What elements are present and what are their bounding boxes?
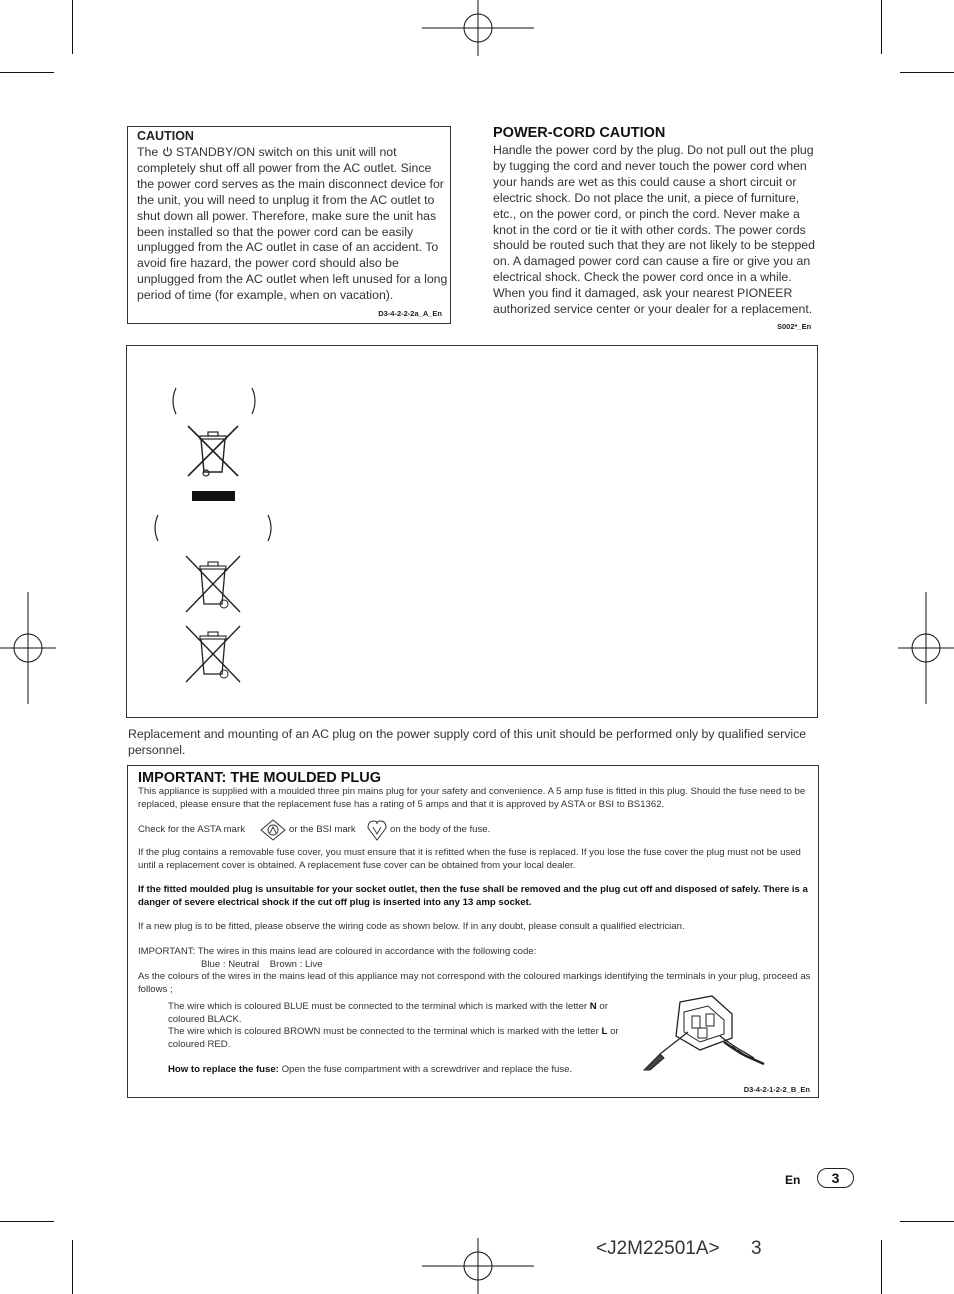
document-id: <J2M22501A>: [596, 1238, 720, 1259]
brown-wire-alt: or coloured RED.: [168, 1026, 619, 1050]
caution-title: CAUTION: [137, 129, 194, 143]
plug-para-4: If a new plug is to be fitted, please observe the wiring code as shown below. If in any doubt, please consult a qualified electrician.: [138, 921, 685, 932]
bsi-mark-text: or the BSI mark: [289, 824, 356, 835]
crossed-bin-icon-1: [185, 422, 241, 504]
registration-mark-left: [0, 592, 56, 704]
fuse-replace-label: How to replace the fuse:: [168, 1064, 279, 1075]
crossed-bin-icon-2: [183, 554, 243, 614]
fuse-replace-instruction: [168, 1064, 638, 1077]
plug-code: D3-4-2-1-2-2_B_En: [743, 1085, 810, 1094]
plug-title: IMPORTANT: THE MOULDED PLUG: [138, 770, 381, 786]
blue-wire-text: The wire which is coloured BLUE must be connected to the terminal which is marked with the letter: [168, 1001, 588, 1012]
plug-para-5: IMPORTANT: The wires in this mains lead are coloured in accordance with the following code:: [138, 946, 537, 957]
language-label: En: [785, 1173, 801, 1187]
fuse-body-text: on the body of the fuse.: [390, 824, 491, 835]
plug-warning-bold: If the fitted moulded plug is unsuitable for your socket outlet, then the fuse shall be removed and the plug cut off and disposed of safely. There is a danger of severe electrical shock if the cut off plug is inserted into any 13 amp socket.: [138, 884, 808, 908]
crossed-bin-icon-3: [183, 624, 243, 684]
power-standby-icon: [162, 146, 173, 157]
asta-mark-icon: [260, 819, 286, 841]
power-cord-code: S002*_En: [777, 322, 812, 331]
blue-wire-letter: N: [589, 1001, 597, 1012]
asta-check-text: Check for the ASTA mark: [138, 824, 245, 835]
crop-mark-bottom-right-h: [900, 1221, 954, 1222]
registration-mark-bottom: [422, 1238, 534, 1294]
page-number-badge: 3: [817, 1168, 854, 1188]
moulded-plug-box: [127, 765, 819, 1098]
registration-mark-top: [422, 0, 534, 56]
brown-wire-letter: L: [601, 1026, 608, 1037]
caution-code: D3-4-2-2-2a_A_En: [378, 309, 442, 318]
brown-wire-text: The wire which is coloured BROWN must be connected to the terminal which is marked with the letter: [168, 1026, 599, 1037]
crop-mark-bottom-left-v: [72, 1240, 73, 1294]
weee-box: [126, 345, 818, 718]
plug-para-2: If the plug contains a removable fuse cover, you must ensure that it is refitted when the fuse is replaced. If you lose the fuse cover the plug must not be used until a replacement cover is obtained. A replacement fuse cover can be obtained from your local dealer.: [138, 847, 801, 871]
crop-mark-top-left-h: [0, 72, 54, 73]
plug-para-6: As the colours of the wires in the mains lead of this appliance may not correspond with the coloured markings identifying the terminals in your plug, proceed as follows ;: [138, 971, 811, 995]
caution-text: [137, 145, 449, 304]
crop-mark-top-left-v: [72, 0, 73, 54]
paren-group-1: [169, 386, 259, 416]
power-cord-text: Handle the power cord by the plug. Do not pull out the plug by tugging the cord and never touch the power cord when your hands are wet as this could cause a short circuit or electric shock. Do not place the unit, a piece of furniture, etc., on the power cord, or pinch the cord. Never make a knot in the cord or tie it with other cords. The power cords should be routed such that they are not likely to be stepped on. A damaged power cord can cause a fire or give you an electrical shock. Check the power cord once in a while. When you find it damaged, ask your nearest PIONEER authorized service center or your dealer for a replacement.: [493, 143, 815, 317]
crop-mark-bottom-left-h: [0, 1221, 54, 1222]
blue-wire-instruction: [168, 1001, 638, 1026]
crop-mark-top-right-h: [900, 72, 954, 73]
crop-mark-top-right-v: [881, 0, 882, 54]
caution-text-lead: The: [137, 145, 159, 159]
registration-mark-right: [898, 592, 954, 704]
brown-wire-instruction: [168, 1026, 638, 1051]
plug-fuse-illustration: [640, 992, 772, 1074]
blue-wire-alt: or coloured BLACK.: [168, 1001, 608, 1025]
document-page: 3: [751, 1238, 762, 1259]
replacement-note: Replacement and mounting of an AC plug on the power supply cord of this unit should be performed only by qualified service personnel.: [128, 727, 807, 757]
plug-para-1: This appliance is supplied with a moulded three pin mains plug for your safety and convenience. A 5 amp fuse is fitted in this plug. Should the fuse need to be replaced, please ensure that the replacement fuse has a rating of 5 amps and that it is approved by ASTA or BSI to BS1362.: [138, 786, 806, 810]
caution-box: [127, 126, 451, 324]
wire-code-line: Blue : Neutral Brown : Live: [201, 959, 323, 970]
fuse-replace-text: Open the fuse compartment with a screwdriver and replace the fuse.: [281, 1064, 573, 1075]
power-cord-title: POWER-CORD CAUTION: [493, 125, 666, 141]
paren-group-2: [151, 513, 275, 543]
crop-mark-bottom-right-v: [881, 1240, 882, 1294]
caution-text-body: STANDBY/ON switch on this unit will not completely shut off all power from the AC outlet. Since the power cord serves as the main disconnect device for the unit, you will need to unplug it from the AC outlet to shut down all power. Therefore, make sure the unit has been installed so that the power cord can be easily unplugged from the AC outlet in case of an accident. To avoid fire hazard, the power cord should also be unplugged from the AC outlet when left unused for a long period of time (for example, when on vacation).: [137, 145, 448, 303]
bsi-kitemark-icon: [366, 818, 388, 842]
asta-bsi-line: [138, 820, 814, 844]
